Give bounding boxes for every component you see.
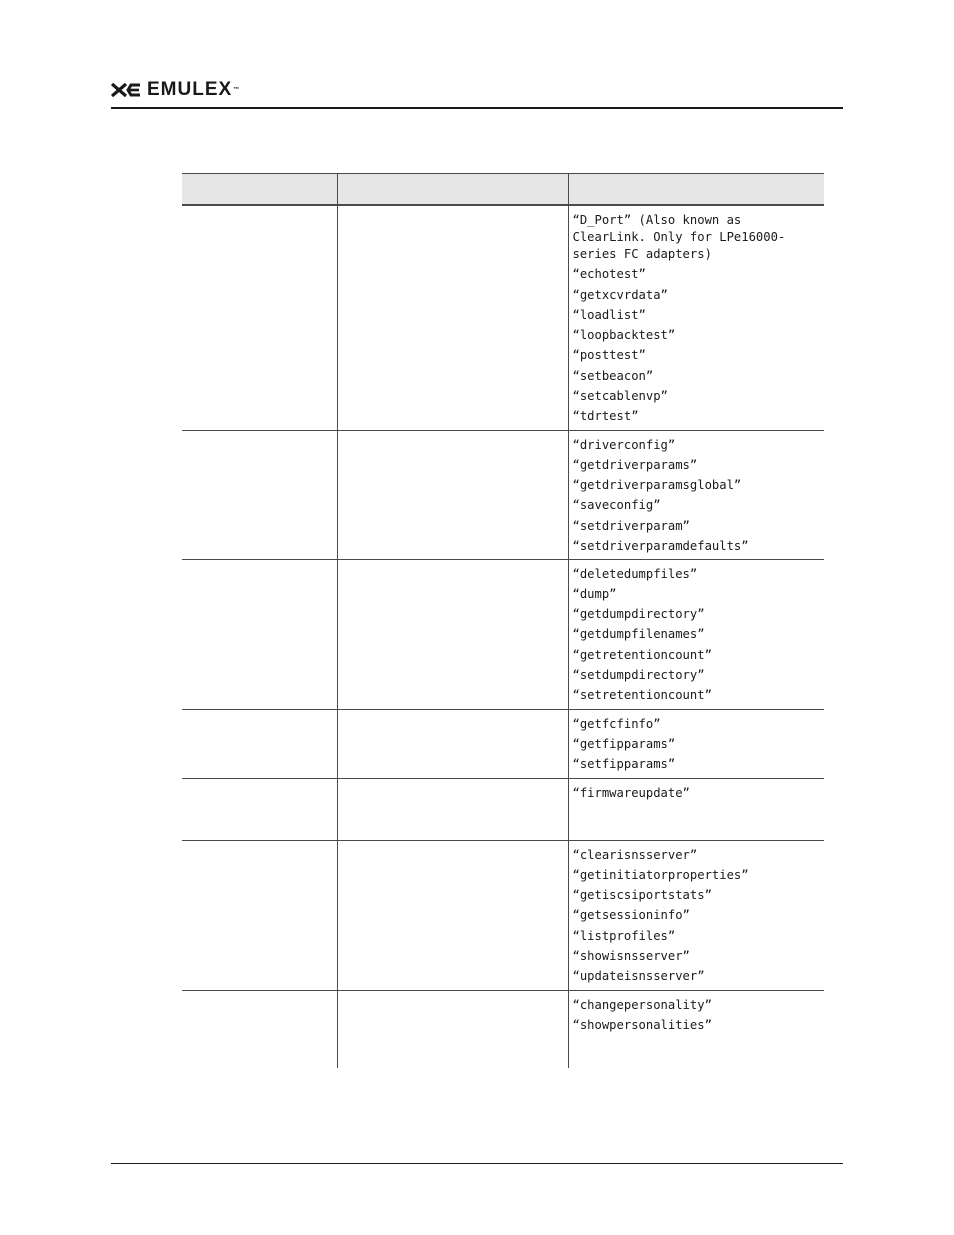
commands-cell [568, 990, 824, 1068]
commands-cell [568, 430, 824, 559]
command-table [182, 173, 824, 1068]
logo-trademark: ™ [233, 87, 241, 93]
table-row [182, 205, 824, 430]
command-item: “setretentioncount” [572, 688, 712, 703]
description-cell [337, 778, 568, 840]
command-item: “getsessioninfo” [572, 908, 690, 923]
emulex-mark-icon [111, 82, 141, 98]
command-item: “posttest” [572, 348, 646, 363]
command-item: “getiscsiportstats” [572, 888, 712, 903]
table-row [182, 709, 824, 778]
command-item: “getdumpdirectory” [572, 607, 705, 622]
header-rule [111, 107, 843, 109]
command-item: “deletedumpfiles” [572, 566, 698, 581]
command-item: “getdriverparamsglobal” [572, 478, 742, 493]
description-cell [337, 840, 568, 990]
header-cell-3 [568, 174, 824, 206]
command-item: “setdriverparamdefaults” [572, 538, 749, 553]
command-item: “D_Port” (Also known as ClearLink. Only for LPe16000-series FC adapters) [572, 213, 786, 261]
command-item: “setcablenvp” [572, 389, 668, 404]
command-item: “getfipparams” [572, 736, 676, 751]
category-cell [182, 990, 337, 1068]
table-header-row [182, 174, 824, 206]
category-cell [182, 559, 337, 709]
command-item: “loadlist” [572, 307, 646, 322]
logo-wordmark [147, 80, 240, 100]
commands-cell [568, 778, 824, 840]
command-item: “listprofiles” [572, 928, 676, 943]
category-cell [182, 205, 337, 430]
command-item: “getinitiatorproperties” [572, 867, 749, 882]
table-row [182, 840, 824, 990]
description-cell [337, 990, 568, 1068]
header-cell-2 [337, 174, 568, 206]
command-item: “setdumpdirectory” [572, 667, 705, 682]
category-cell [182, 840, 337, 990]
command-item: “clearisnsserver” [572, 847, 698, 862]
command-item: “setfipparams” [572, 757, 676, 772]
commands-cell [568, 840, 824, 990]
commands-cell [568, 559, 824, 709]
command-item: “echotest” [572, 267, 646, 282]
command-item: “getxcvrdata” [572, 287, 668, 302]
description-cell [337, 430, 568, 559]
command-item: “showpersonalities” [572, 1017, 712, 1032]
command-item: “getfcfinfo” [572, 716, 661, 731]
command-item: “updateisnsserver” [572, 969, 705, 984]
category-cell [182, 430, 337, 559]
footer-rule [111, 1163, 843, 1164]
table-row [182, 990, 824, 1068]
command-item: “tdrtest” [572, 409, 639, 424]
command-item: “setbeacon” [572, 368, 654, 383]
logo-text: EMULEX [147, 79, 233, 100]
commands-cell [568, 205, 824, 430]
command-item: “setdriverparam” [572, 518, 690, 533]
description-cell [337, 205, 568, 430]
table-row [182, 778, 824, 840]
command-item: “getretentioncount” [572, 647, 712, 662]
header-cell-1 [182, 174, 337, 206]
category-cell [182, 778, 337, 840]
commands-cell [568, 709, 824, 778]
emulex-logo [111, 80, 240, 100]
command-item: “loopbacktest” [572, 328, 676, 343]
command-item: “showisnsserver” [572, 948, 690, 963]
description-cell [337, 559, 568, 709]
category-cell [182, 709, 337, 778]
command-item: “getdumpfilenames” [572, 627, 705, 642]
command-item: “driverconfig” [572, 437, 676, 452]
command-item: “saveconfig” [572, 498, 661, 513]
description-cell [337, 709, 568, 778]
command-item: “getdriverparams” [572, 457, 698, 472]
table-row [182, 430, 824, 559]
table-body [182, 205, 824, 1068]
table-row [182, 559, 824, 709]
command-item: “dump” [572, 586, 617, 601]
command-item: “firmwareupdate” [572, 785, 690, 800]
command-item: “changepersonality” [572, 997, 712, 1012]
